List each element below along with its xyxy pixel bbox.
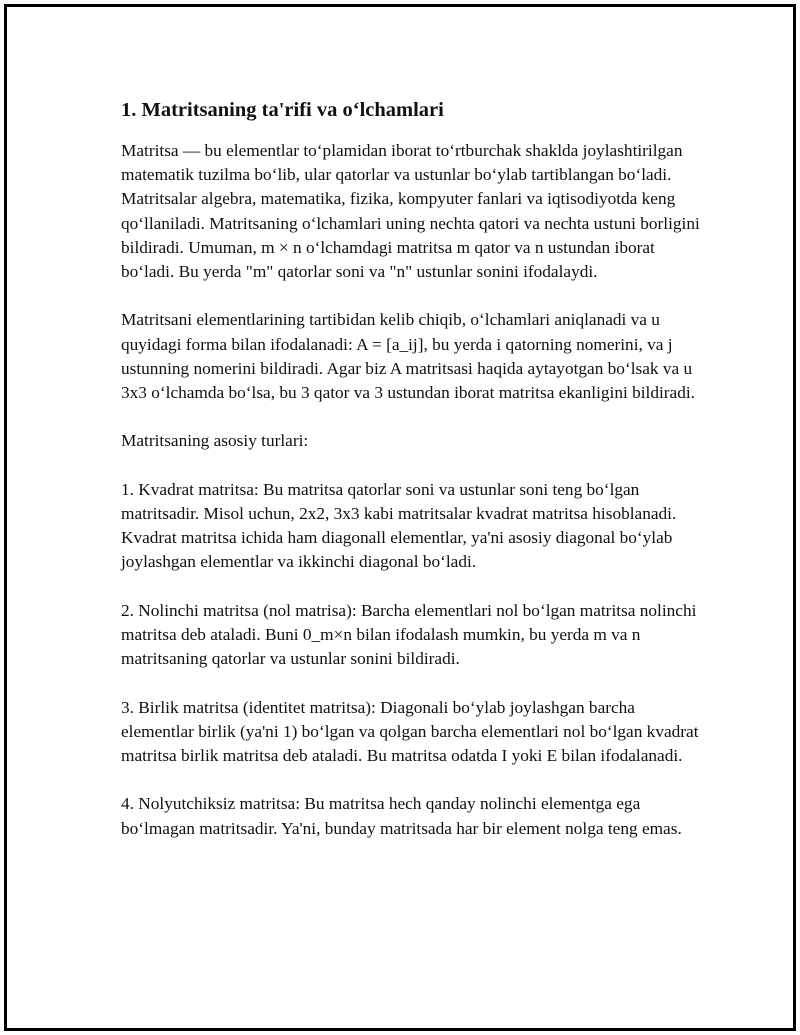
paragraph-definition: Matritsa — bu elementlar to‘plamidan iborat to‘rtburchak shaklda joylashtirilgan matematik tuzilma bo‘lib, ular qatorlar va ustunlar bo‘ylab tartiblangan bo‘ladi. Matritsalar algebra, matematika, fizika, kompyuter fanlari va iqtisodiyotda keng qo‘llaniladi. Matritsaning o‘lchamlari uning nechta qatori va nechta ustuni borligini bildiradi. Umuman, m × n o‘lchamdagi matritsa m qator va n ustundan iborat bo‘ladi. Bu yerda "m" qatorlar soni va "n" ustunlar sonini ifodalaydi. (121, 141, 700, 282)
section-heading: 1. Matritsaning ta'rifi va o‘lchamlari (121, 99, 444, 121)
paragraph-notation: Matritsani elementlarining tartibidan kelib chiqib, o‘lchamlari aniqlanadi va u quyidagi forma bilan ifodalanadi: A = [a_ij], bu yerda i qatorning nomerini, va j ustunning nomerini bildiradi. Agar biz A matritsasi haqida aytayotgan bo‘lsak va u 3x3 o‘lchamda bo‘lsa, bu 3 qator va 3 ustundan iborat matritsa ekanligini bildiradi. (121, 310, 695, 403)
paragraph-zero-matrix: 2. Nolinchi matritsa (nol matrisa): Barcha elementlari nol bo‘lgan matritsa nolinchi matritsa deb ataladi. Buni 0_m×n bilan ifodalash mumkin, bu yerda m va n matritsaning qatorlar va ustunlar sonini bildiradi. (121, 600, 697, 669)
page (4, 4, 796, 1031)
paragraph-nonzero-matrix: 4. Nolyutchiksiz matritsa: Bu matritsa hech qanday nolinchi elementga ega bo‘lmagan matritsadir. Ya'ni, bunday matritsada har bir element nolga teng emas. (121, 794, 682, 838)
document-body (121, 97, 701, 865)
paragraph-identity-matrix: 3. Birlik matritsa (identitet matritsa): Diagonali bo‘ylab joylashgan barcha elementlar birlik (ya'ni 1) bo‘lgan va qolgan barcha elementlari nol bo‘lgan kvadrat matritsa birlik matritsa deb ataladi. Bu matritsa odatda I yoki E bilan ifodalanadi. (121, 697, 699, 765)
paragraph-square-matrix: 1. Kvadrat matritsa: Bu matritsa qatorlar soni va ustunlar soni teng bo‘lgan matritsadir. Misol uchun, 2x2, 3x3 kabi matritsalar kvadrat matritsa hisoblanadi. Kvadrat matritsa ichida ham diagonall elementlar, ya'ni asosiy diagonal bo‘ylab joylashgan elementlar va ikkinchi diagonal bo‘ladi. (121, 479, 677, 572)
paragraph-types-intro: Matritsaning asosiy turlari: (121, 431, 309, 451)
